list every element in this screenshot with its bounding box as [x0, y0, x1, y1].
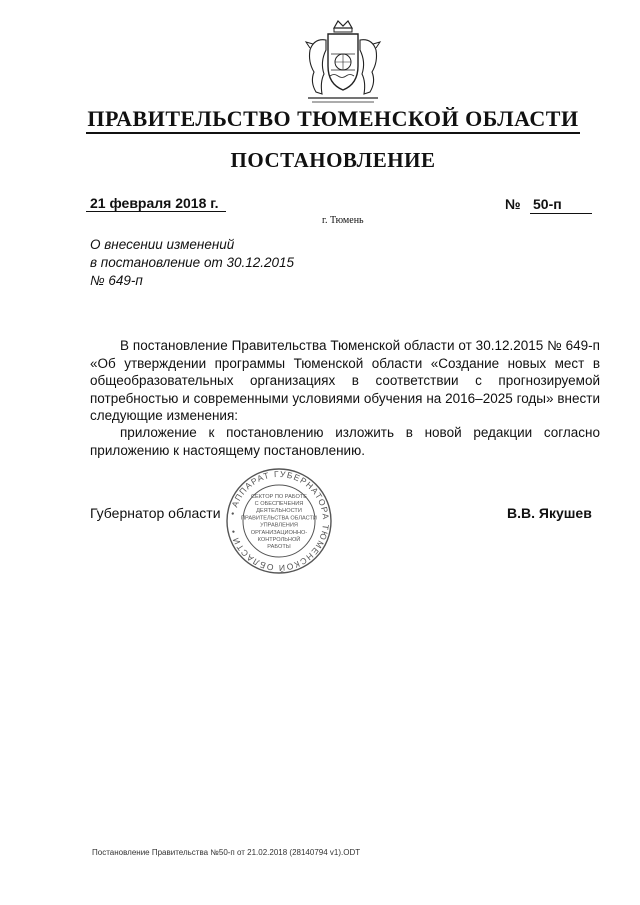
document-type: ПОСТАНОВЛЕНИЕ	[230, 148, 436, 172]
stamp-center-text	[241, 494, 317, 550]
tyumen-coat-of-arms-icon	[300, 18, 386, 110]
number-underline	[530, 213, 592, 214]
stamp-center-line: ДЕЯТЕЛЬНОСТИ	[256, 508, 302, 515]
body-paragraph-1	[90, 337, 600, 425]
title-underline	[86, 132, 580, 134]
signatory-name: В.В. Якушев	[507, 505, 592, 521]
signatory-title: Губернатор области	[90, 505, 221, 521]
file-footer: Постановление Правительства №50-п от 21.02.2018 (28140794 v1).ODT	[92, 848, 361, 857]
document-city: г. Тюмень	[322, 215, 364, 226]
stamp-center-line: СЕКТОР ПО РАБОТЕ	[251, 493, 307, 500]
document-date: 21 февраля 2018 г.	[90, 195, 219, 211]
body-paragraph-2	[90, 424, 600, 459]
document-number: 50-п	[533, 196, 562, 212]
document-subject	[90, 236, 294, 290]
government-title: ПРАВИТЕЛЬСТВО ТЮМЕНСКОЙ ОБЛАСТИ	[87, 106, 579, 131]
subject-line: в постановление от 30.12.2015	[90, 255, 295, 270]
number-label: №	[505, 196, 521, 212]
stamp-center-line: С ОБЕСПЕЧЕНИЯ	[254, 501, 304, 507]
paragraph-text: В постановление Правительства Тюменской области от 30.12.2015 № 649-п «Об утверждении программы Тюменской области «Создание новых мест в общеобразовательных организациях в соответствии с прогнозируемой потребностью и современными условиями обучения на 2016–2025 годы» внести следующие изменения:	[90, 338, 600, 423]
stamp-center-line: УПРАВЛЕНИЯ	[260, 522, 298, 529]
stamp-ring-text: • АППАРАТ ГУБЕРНАТОРА ТЮМЕНСКОЙ ОБЛАСТИ •	[227, 468, 332, 574]
stamp-center-line: ОРГАНИЗАЦИОННО-	[250, 529, 308, 536]
stamp-center-line: РАБОТЫ	[267, 544, 291, 551]
stamp-center-line: КОНТРОЛЬНОЙ	[257, 537, 301, 543]
date-underline	[86, 211, 226, 212]
subject-line: № 649-п	[90, 273, 143, 288]
subject-line: О внесении изменений	[90, 237, 235, 252]
stamp-center-line: ПРАВИТЕЛЬСТВА ОБЛАСТИ	[241, 515, 317, 522]
round-seal-stamp-icon	[221, 466, 337, 576]
paragraph-text: приложение к постановлению изложить в новой редакции согласно приложению к настоящему постановлению.	[90, 425, 600, 458]
